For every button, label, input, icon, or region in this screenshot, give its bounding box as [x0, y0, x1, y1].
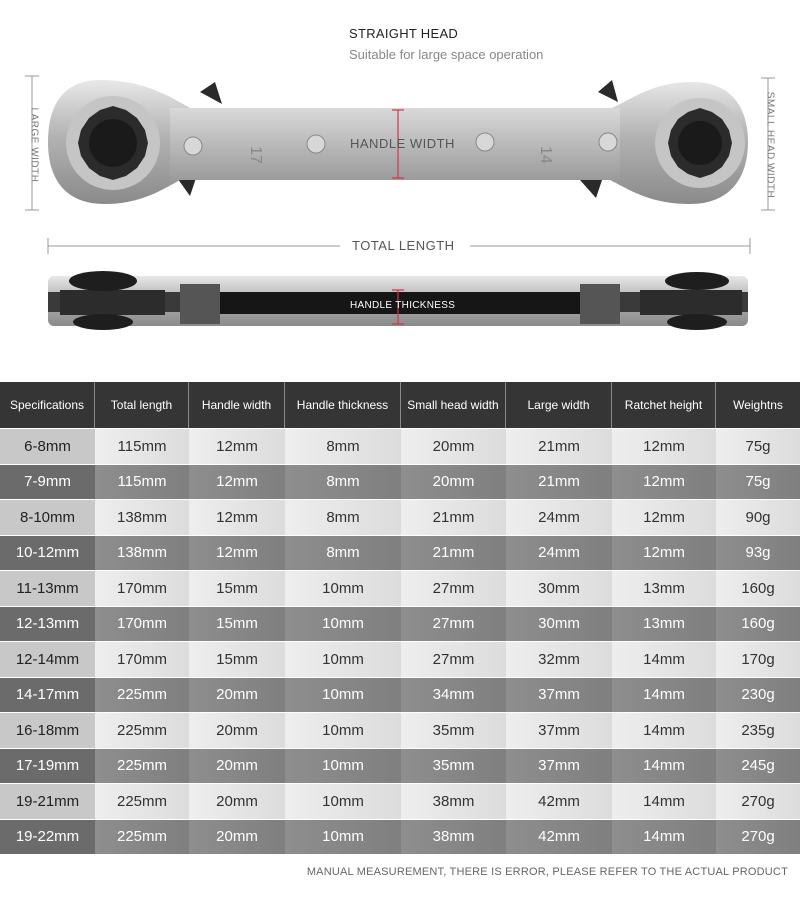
spec-size-cell: 16-18mm [0, 713, 95, 748]
table-cell: 15mm [189, 571, 285, 606]
table-cell: 20mm [401, 465, 506, 500]
table-cell: 10mm [285, 678, 401, 713]
table-cell: 12mm [612, 536, 716, 571]
table-cell: 235g [716, 713, 800, 748]
table-cell: 93g [716, 536, 800, 571]
table-cell: 21mm [401, 500, 506, 535]
table-cell: 14mm [612, 749, 716, 784]
table-cell: 10mm [285, 642, 401, 677]
spec-size-cell: 6-8mm [0, 429, 95, 464]
table-cell: 12mm [612, 465, 716, 500]
table-cell: 75g [716, 465, 800, 500]
total-length-label: TOTAL LENGTH [346, 238, 461, 253]
variant-subtitle: Suitable for large space operation [349, 47, 544, 62]
table-cell: 20mm [189, 713, 285, 748]
table-cell: 10mm [285, 571, 401, 606]
column-header: Total length [95, 382, 189, 428]
table-cell: 14mm [612, 678, 716, 713]
table-cell: 34mm [401, 678, 506, 713]
table-cell: 30mm [506, 607, 612, 642]
table-cell: 20mm [189, 749, 285, 784]
table-cell: 27mm [401, 607, 506, 642]
table-cell: 21mm [506, 465, 612, 500]
column-header: Small head width [401, 382, 506, 428]
table-cell: 10mm [285, 820, 401, 855]
spec-size-cell: 12-14mm [0, 642, 95, 677]
table-cell: 14mm [612, 820, 716, 855]
spec-size-cell: 12-13mm [0, 607, 95, 642]
table-cell: 38mm [401, 820, 506, 855]
handle-thickness-label: HANDLE THICKNESS [350, 300, 456, 311]
table-cell: 35mm [401, 713, 506, 748]
column-header: Weightns [733, 398, 783, 412]
table-row [0, 499, 800, 535]
table-cell: 270g [716, 784, 800, 819]
table-cell: 8mm [285, 500, 401, 535]
table-cell: 13mm [612, 607, 716, 642]
table-cell: 170mm [95, 607, 189, 642]
table-cell: 225mm [95, 678, 189, 713]
spec-size-cell: 10-12mm [0, 536, 95, 571]
table-cell: 24mm [506, 536, 612, 571]
table-cell: 10mm [285, 607, 401, 642]
table-row [0, 464, 800, 500]
spec-table [0, 382, 800, 854]
table-cell: 10mm [285, 749, 401, 784]
table-cell: 14mm [612, 784, 716, 819]
table-cell: 245g [716, 749, 800, 784]
spec-size-cell: 14-17mm [0, 678, 95, 713]
column-header: Handle width [189, 382, 285, 428]
table-cell: 14mm [612, 713, 716, 748]
table-cell: 138mm [95, 536, 189, 571]
table-cell: 37mm [506, 678, 612, 713]
size-stamp-left: 17 [247, 146, 264, 164]
table-row [0, 819, 800, 855]
table-cell: 27mm [401, 642, 506, 677]
table-cell: 37mm [506, 749, 612, 784]
table-cell: 90g [716, 500, 800, 535]
table-cell: 160g [716, 607, 800, 642]
product-diagram [0, 0, 800, 380]
table-cell: 8mm [285, 536, 401, 571]
table-cell: 12mm [612, 500, 716, 535]
table-row [0, 783, 800, 819]
column-header: Large width [506, 382, 612, 428]
column-header: Ratchet height [612, 382, 716, 428]
table-cell: 20mm [189, 784, 285, 819]
table-row [0, 712, 800, 748]
column-header: Specifications [0, 382, 95, 428]
table-cell: 75g [716, 429, 800, 464]
spec-size-cell: 11-13mm [0, 571, 95, 606]
table-cell: 170g [716, 642, 800, 677]
table-row [0, 570, 800, 606]
column-header: Handle thickness [285, 382, 401, 428]
large-width-label: LARGE WIDTH [28, 107, 40, 183]
table-row [0, 428, 800, 464]
table-cell: 21mm [506, 429, 612, 464]
table-row [0, 677, 800, 713]
table-cell: 8mm [285, 429, 401, 464]
table-cell: 270g [716, 820, 800, 855]
table-cell: 35mm [401, 749, 506, 784]
table-cell: 20mm [189, 820, 285, 855]
table-cell: 115mm [95, 465, 189, 500]
variant-title: STRAIGHT HEAD [349, 26, 459, 41]
table-cell: 13mm [612, 571, 716, 606]
table-cell: 15mm [189, 642, 285, 677]
table-cell: 170mm [95, 571, 189, 606]
table-cell: 20mm [189, 678, 285, 713]
table-cell: 160g [716, 571, 800, 606]
spec-table-header [0, 382, 800, 428]
spec-size-cell: 19-22mm [0, 820, 95, 855]
table-cell: 115mm [95, 429, 189, 464]
table-cell: 24mm [506, 500, 612, 535]
table-cell: 38mm [401, 784, 506, 819]
table-cell: 225mm [95, 749, 189, 784]
table-cell: 32mm [506, 642, 612, 677]
table-cell: 225mm [95, 820, 189, 855]
spec-size-cell: 19-21mm [0, 784, 95, 819]
table-cell: 42mm [506, 784, 612, 819]
table-row [0, 606, 800, 642]
table-row [0, 748, 800, 784]
table-cell: 12mm [189, 500, 285, 535]
table-cell: 10mm [285, 713, 401, 748]
spec-table-body [0, 428, 800, 854]
table-cell: 12mm [189, 465, 285, 500]
measurement-disclaimer: MANUAL MEASUREMENT, THERE IS ERROR, PLEASE REFER TO THE ACTUAL PRODUCT [306, 866, 788, 878]
table-cell: 21mm [401, 536, 506, 571]
spec-size-cell: 17-19mm [0, 749, 95, 784]
table-cell: 230g [716, 678, 800, 713]
table-cell: 12mm [189, 429, 285, 464]
table-cell: 15mm [189, 607, 285, 642]
table-row [0, 641, 800, 677]
table-cell: 138mm [95, 500, 189, 535]
spec-size-cell: 8-10mm [0, 500, 95, 535]
handle-width-label: HANDLE WIDTH [350, 136, 455, 151]
table-cell: 20mm [401, 429, 506, 464]
table-cell: 30mm [506, 571, 612, 606]
table-row [0, 535, 800, 571]
table-cell: 12mm [189, 536, 285, 571]
small-head-width-label: SMALL HEAD WIDTH [764, 91, 776, 199]
table-cell: 14mm [612, 642, 716, 677]
table-cell: 170mm [95, 642, 189, 677]
table-cell: 37mm [506, 713, 612, 748]
spec-size-cell: 7-9mm [0, 465, 95, 500]
table-cell: 8mm [285, 465, 401, 500]
size-stamp-right: 14 [537, 146, 554, 164]
table-cell: 12mm [612, 429, 716, 464]
table-cell: 27mm [401, 571, 506, 606]
table-cell: 10mm [285, 784, 401, 819]
table-cell: 225mm [95, 713, 189, 748]
wrench-illustration [0, 0, 800, 380]
table-cell: 225mm [95, 784, 189, 819]
table-cell: 42mm [506, 820, 612, 855]
